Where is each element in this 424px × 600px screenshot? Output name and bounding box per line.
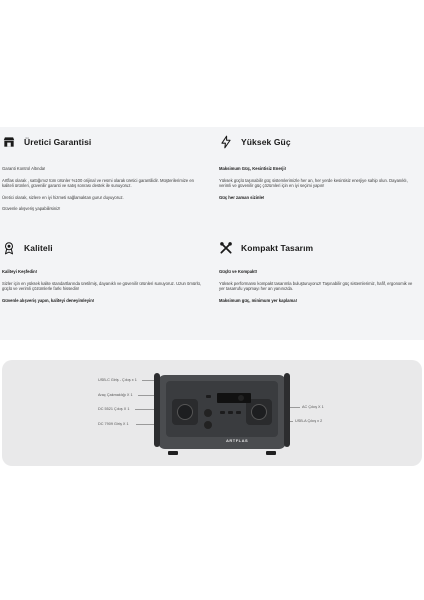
feature-title: Yüksek Güç bbox=[241, 137, 291, 147]
callout-dc7909: DC 7909 Giriş X 1 bbox=[98, 422, 129, 426]
device-handle-right bbox=[284, 373, 290, 447]
feature-card-warranty bbox=[2, 133, 202, 212]
callout-dc5521: DC 5521 Çıkış X 1 bbox=[98, 407, 130, 411]
feature-card-compact bbox=[219, 239, 419, 303]
store-icon bbox=[2, 135, 16, 149]
device-handle-left bbox=[154, 373, 160, 447]
feature-title: Kaliteli bbox=[24, 243, 53, 253]
feature-title: Kompakt Tasarım bbox=[241, 243, 314, 253]
device-front-panel bbox=[166, 381, 278, 443]
feature-text: Sizler için en yüksek kalite standartlarında üretilmiş, dayanıklı ve güvenilir ürünleri sunuyoruz. Uzun ömürlü, güçlü ve verimli çözümlerle farkı hissedin! bbox=[2, 280, 201, 292]
car-lighter-socket bbox=[172, 399, 198, 425]
power-button bbox=[238, 395, 244, 401]
feature-header bbox=[219, 239, 419, 257]
usba-port bbox=[228, 411, 233, 414]
callout-usba: USB-A Çıkış x 2 bbox=[295, 419, 323, 423]
feature-text: Artflas olarak , sattığımız tüm ürünler %100 orijinal ve resmi olarak üretici garantilidir. Müşterilerimize en kaliteli ürünleri, güvenilir garanti ve satış sonrası destek ile sunuyoruz. bbox=[2, 177, 194, 189]
feature-card-quality bbox=[2, 239, 202, 303]
feature-text: Üretici olarak, sizlere en iyi hizmeti sağlamaktan gurur duyuyoruz. bbox=[2, 194, 124, 200]
feature-card-power bbox=[219, 133, 419, 200]
award-icon bbox=[2, 241, 16, 255]
dc-port bbox=[204, 409, 212, 417]
feature-text: Yüksek güçlü taşınabilir güç sistemlerimizle her an, her yerde kesintisiz enerjiye sahip olun. Dayanıklı, verimli ve güvenilir güç çözümleri için en iyi seçimi yapın! bbox=[219, 177, 408, 189]
feature-text: Güvenle alışveriş yapın, kaliteyi deneyimleyin! bbox=[2, 297, 95, 303]
usba-port bbox=[220, 411, 225, 414]
feature-header bbox=[2, 239, 202, 257]
feature-text: Maksimum güç, minimum yer kaplama! bbox=[219, 297, 297, 303]
feature-header bbox=[2, 133, 202, 151]
callout-ac: AC Çıkış X 1 bbox=[302, 405, 324, 409]
display-screen bbox=[217, 393, 251, 403]
feature-header bbox=[219, 133, 419, 151]
feature-subtitle: Kaliteyi Keşfedin! bbox=[2, 269, 38, 274]
device-foot bbox=[266, 451, 276, 455]
feature-title: Üretici Garantisi bbox=[24, 137, 92, 147]
lightning-icon bbox=[219, 135, 233, 149]
feature-text: Yüksek performansı kompakt tasarımla buluşturuyoruz! Taşınabilir güç sistemlerimiz, hafif, ergonomik ve yer tasarrufu yapmayı her an yanınızda. bbox=[219, 280, 413, 292]
callout-usbc: USB-C Giriş - Çıkış x 1 bbox=[98, 378, 137, 382]
callout-car-lighter: Araç Çakmaklığı X 1 bbox=[98, 393, 133, 397]
feature-subtitle: Garanti Kontrol Altında! bbox=[2, 166, 46, 171]
power-station bbox=[154, 371, 290, 455]
feature-text: Güvenle alışveriş yapabilirsiniz! bbox=[2, 206, 61, 212]
product-diagram bbox=[2, 360, 422, 466]
usbc-port bbox=[206, 395, 211, 398]
brand-logo: ARTFLAS bbox=[226, 438, 249, 443]
device-foot bbox=[168, 451, 178, 455]
feature-subtitle: Güçlü ve Kompakt! bbox=[219, 269, 258, 274]
feature-subtitle: Maksimum Güç, Kesintisiz Enerji! bbox=[219, 166, 287, 171]
usba-port bbox=[236, 411, 241, 414]
tools-icon bbox=[219, 241, 233, 255]
dc-port bbox=[204, 421, 212, 429]
feature-text: Güç her zaman sizinle! bbox=[219, 194, 265, 200]
